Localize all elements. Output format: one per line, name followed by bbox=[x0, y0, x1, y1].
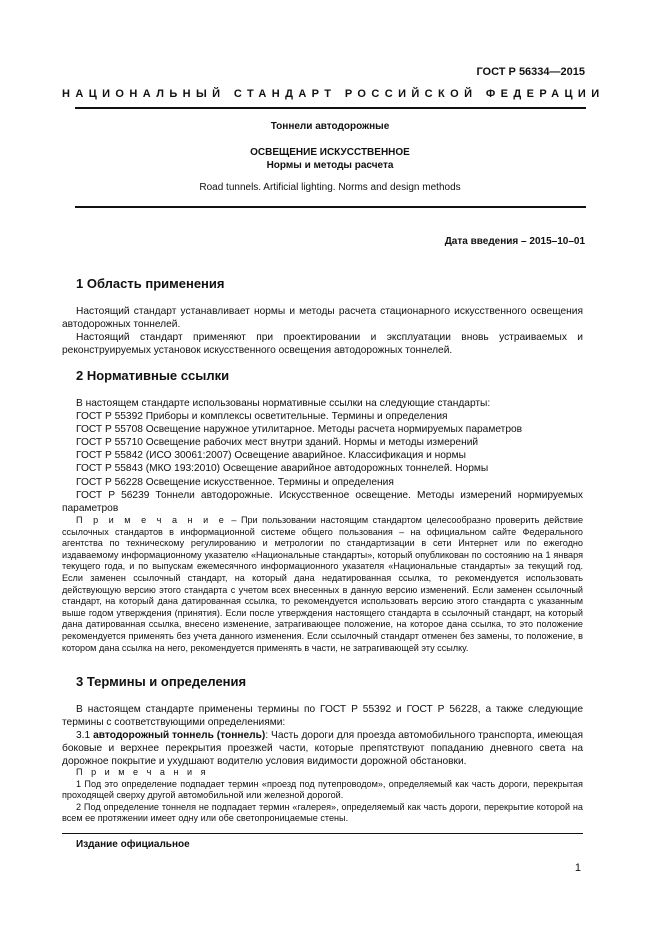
reference-item: ГОСТ Р 55710 Освещение рабочих мест внутри зданий. Нормы и методы измерений bbox=[76, 437, 479, 449]
section-3-notes bbox=[62, 767, 583, 825]
references-intro: В настоящем стандарте использованы нормативные ссылки на следующие стандарты: bbox=[76, 398, 491, 409]
document-subject: Тоннели автодорожные bbox=[270, 121, 390, 132]
title-rule bbox=[75, 206, 586, 208]
section-3-heading: 3 Термины и определения bbox=[76, 674, 247, 689]
header-rule bbox=[75, 107, 586, 109]
term-number: 3.1 bbox=[76, 730, 94, 742]
reference-item: ГОСТ Р 56228 Освещение искусственное. Термины и определения bbox=[76, 476, 394, 488]
reference-item-last: ГОСТ Р 56239 Тоннели автодорожные. Искусственное освещение. Методы измерений нормируемых параметров bbox=[62, 490, 583, 515]
note-text: – При пользовании настоящим стандартом целесообразно проверить действие ссылочных стандартов в информационной системе общего пользования – на официальном сайте Федерального агентства по техническому регулированию и метрологии по стандартизации в сети Интернет или по ежегодно издаваемому информационному указателю «Национальные стандарты», который опубликован по состоянию на 1 января текущего года, и по выпускам ежемесячного информационного указателя «Национальные стандарты» за текущий год. Если заменен ссылочный стандарт, на который дана недатированная ссылка, то рекомендуется использовать действующую версию этого стандарта с учетом всех внесенных в данную версию изменений. Если заменен ссылочный стандарт, на который дана датированная ссылка, то рекомендуется использовать версию этого стандарта с указанным выше годом утверждения (принятия). Если после утверждения настоящего стандарта в ссылочный стандарт, на который дана датированная ссылка, внесено изменение, затрагивающее положение, на которое дана ссылка, то это положение рекомендуется применять без учета данного изменения. Если ссылочный стандарт отменен без замены, то положение, в котором дана ссылка на него, рекомендуется применять в части, не затрагивающей эту ссылку. bbox=[62, 515, 584, 653]
standard-number: ГОСТ Р 56334—2015 bbox=[476, 66, 585, 78]
reference-item: ГОСТ Р 55843 (МКО 193:2010) Освещение аварийное автодорожных тоннелей. Нормы bbox=[76, 463, 489, 475]
document-title-english: Road tunnels. Artificial lighting. Norms and design methods bbox=[199, 182, 461, 193]
reference-item: ГОСТ Р 55842 (ИСО 30061:2007) Освещение аварийное. Классификация и нормы bbox=[76, 450, 466, 462]
reference-item: ГОСТ Р 55392 Приборы и комплексы осветительные. Термины и определения bbox=[76, 411, 448, 423]
section-3-body bbox=[62, 703, 583, 768]
note-2: 2 Под определение тоннеля не подпадает термин «галерея», определяемый как часть дороги, перекрытие которой на всем ее протяжении имеет одну или обе светопроницаемые стены. bbox=[62, 801, 583, 824]
section-1-paragraph-1: Настоящий стандарт устанавливает нормы и методы расчета стационарного искусственного освещения автодорожных тоннелей. bbox=[62, 306, 583, 331]
document-title-line2: Нормы и методы расчета bbox=[266, 160, 394, 171]
section-2-note bbox=[62, 515, 583, 654]
notes-label: П р и м е ч а н и я bbox=[76, 767, 209, 777]
term-definition-text: : Часть дороги для проезда автомобильного транспорта, имеющая боковые и верхнее перекрытия проезжей части, которые препятствуют попаданию дневного света на дорожное покрытие и ухудшают водителю условия видимости дорожной обстановки. bbox=[62, 730, 583, 768]
term-name: автодорожный тоннель (тоннель) bbox=[93, 730, 266, 742]
document-title-line1: ОСВЕЩЕНИЕ ИСКУССТВЕННОЕ bbox=[250, 147, 410, 158]
section-1-body bbox=[62, 305, 583, 357]
section-1-heading: 1 Область применения bbox=[76, 276, 225, 291]
footer-rule bbox=[62, 833, 583, 834]
official-edition-label: Издание официальное bbox=[76, 839, 190, 850]
normative-references-list bbox=[76, 397, 583, 489]
page-number: 1 bbox=[574, 862, 581, 874]
document-title bbox=[60, 146, 600, 172]
note-label: П р и м е ч а н и е bbox=[76, 515, 227, 525]
section-2-heading: 2 Нормативные ссылки bbox=[76, 368, 230, 383]
note-1: 1 Под это определение подпадает термин «проезд под путепроводом», определяемый как часть дороги, перекрытая проходящей сверху другой автомобильной или железной дорогой. bbox=[62, 778, 583, 801]
term-definition-3-1 bbox=[62, 729, 583, 768]
introduction-date: Дата введения – 2015–10–01 bbox=[444, 236, 585, 247]
reference-item: ГОСТ Р 55708 Освещение наружное утилитарное. Методы расчета нормируемых параметров bbox=[76, 424, 523, 436]
national-standard-banner: НАЦИОНАЛЬНЫЙ СТАНДАРТ РОССИЙСКОЙ ФЕДЕРАЦИИ bbox=[62, 88, 605, 100]
section-1-paragraph-2: Настоящий стандарт применяют при проектировании и эксплуатации вновь устраиваемых и реконструируемых установок искусственного освещения автодорожных тоннелей. bbox=[62, 332, 583, 357]
section-3-intro: В настоящем стандарте применены термины по ГОСТ Р 55392 и ГОСТ Р 56228, а также следующие термины с соответствующими определениями: bbox=[62, 704, 583, 729]
